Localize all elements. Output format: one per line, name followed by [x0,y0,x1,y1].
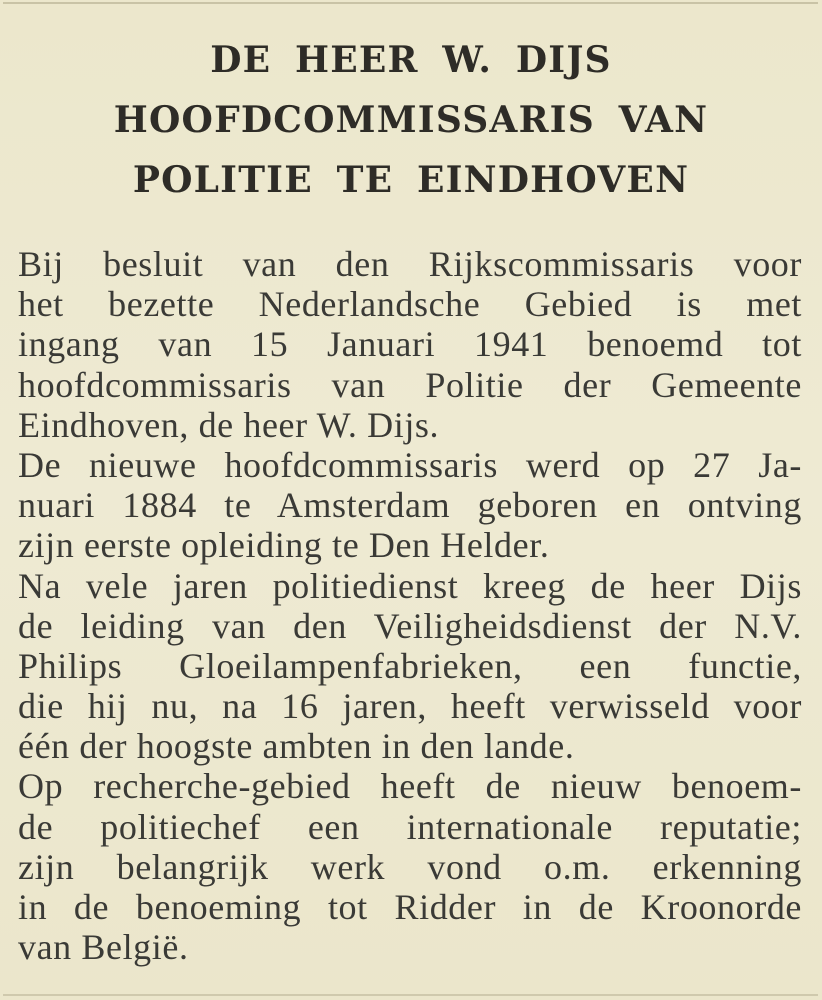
article-line: zijn eerste opleiding te Den Helder. [18,525,550,566]
headline-line-1: DE HEER W. DIJS [210,39,612,81]
headline [40,30,782,210]
bottom-rule [3,994,818,996]
article-line: Na vele jaren politiedienst kreeg de heer Dijs [18,565,802,606]
article-line: één der hoogste ambten in den lande. [18,726,575,767]
top-rule [3,2,818,4]
article-line: Op recherche-gebied heeft de nieuw benoem- [18,766,802,807]
headline-line-2: HOOFDCOMMISSARIS VAN [113,99,709,141]
article-line: hoofdcommissaris van Politie der Gemeente [18,364,802,405]
article-body [18,244,802,967]
article-line: De nieuwe hoofdcommissaris werd op 27 Ja- [18,444,802,485]
article-line: het bezette Nederlandsche Gebied is met [18,284,802,325]
headline-line-3: POLITIE TE EINDHOVEN [132,159,690,201]
article-line: de leiding van den Veiligheidsdienst der N.V. [18,605,802,646]
article-line: ingang van 15 Januari 1941 benoemd tot [18,324,802,365]
article-line: in de benoeming tot Ridder in de Kroonorde [18,887,802,927]
article-line: zijn belangrijk werk vond o.m. erkenning [18,846,802,887]
article-line: Bij besluit van den Rijkscommissaris voor [18,244,802,284]
article-line: van België. [18,927,189,968]
article-line: Philips Gloeilampenfabrieken, een functie, [18,645,802,686]
article-line: Eindhoven, de heer W. Dijs. [18,404,440,445]
article-line: die hij nu, na 16 jaren, heeft verwisseld voor [18,686,802,727]
article-line: de politiechef een internationale reputatie; [18,806,802,847]
article-line: nuari 1884 te Amsterdam geboren en ontving [18,485,802,526]
